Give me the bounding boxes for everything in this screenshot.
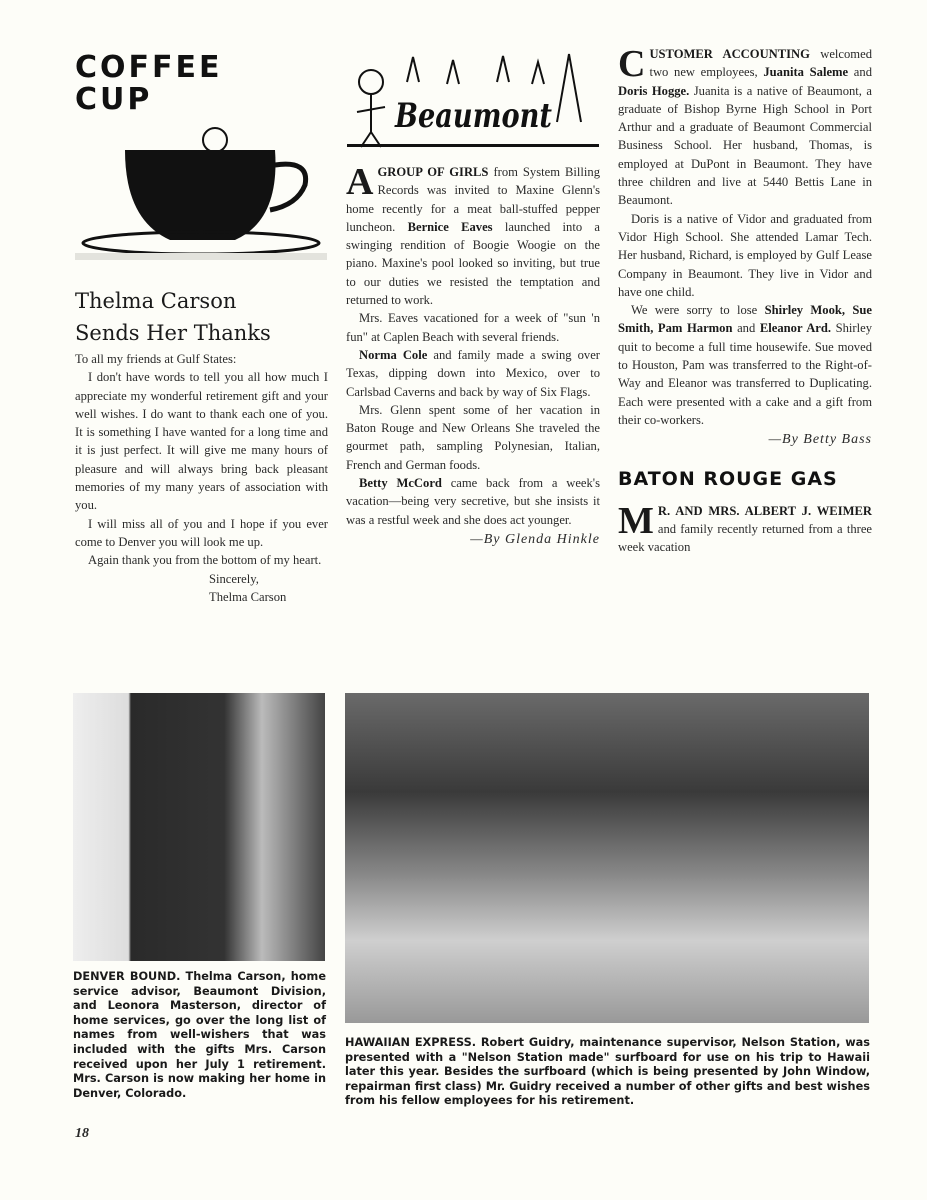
byline: —By Betty Bass <box>768 432 872 448</box>
logo-text-coffee: COFFEE <box>75 50 223 85</box>
bold-name-text: Eleanor Ard. <box>759 321 832 336</box>
body-text: Doris is a native of Vidor and graduated from Vidor High School. She attended Lamar Tech. Her husband, Richard, is employed by Gulf Lease Company in Beaumont. They live in Vidor and have one child. <box>618 211 872 299</box>
bold-name-text: Betty McCord <box>359 476 442 491</box>
paragraph <box>346 474 600 529</box>
body-text: welcomed two new employees, <box>649 47 872 80</box>
drop-cap: M <box>618 499 654 542</box>
bold-name-text: Juanita Saleme <box>763 65 849 80</box>
bold-name-text: R. AND MRS. ALBERT J. WEIMER <box>657 503 872 518</box>
paragraph <box>346 163 600 309</box>
body-text: and <box>732 321 760 336</box>
paragraph <box>75 368 328 514</box>
paragraph <box>618 301 872 429</box>
byline: —By Glenda Hinkle <box>470 531 600 547</box>
body-text: We were sorry to lose <box>631 303 765 318</box>
paragraph <box>346 309 600 346</box>
paragraph <box>346 401 600 474</box>
body-text: launched into a swinging rendition of Boogie Woogie on the piano. Maxine's pool looked so inviting, but true to our duties we resisted the temptation and returned to work. <box>346 219 600 308</box>
paragraph <box>618 210 872 301</box>
logo-text-cup: CUP <box>75 82 153 117</box>
signature: Thelma Carson <box>209 589 287 604</box>
body-text: I don't have words to tell you all how much I appreciate my wonderful retirement gift and your well wishes. I do want to thank each one of you. It is something I have wanted for a long time and it is just perfect. It will give me many hours of pleasure and will always bring back pleasant memories of my many years of association with you. <box>75 370 328 513</box>
salutation: To all my friends at Gulf States: <box>75 352 237 366</box>
page-number: 18 <box>75 1126 89 1141</box>
paragraph <box>618 499 872 557</box>
denver-bound-photo <box>73 693 325 961</box>
body-text: and family made a swing over Texas, dipping down into Mexico, over to Carlsbad Caverns and back by way of Six Flags. <box>346 347 600 399</box>
body-text: Juanita is a native of Beaumont, a graduate of Bishop Byrne High School in Port Arthur and a graduate of Beaumont Commercial Business School. Her husband, Thomas, is employed at DuPont in Beaumont. They have three children and live at 5440 Bettis Lane in Beaumont. <box>618 83 872 208</box>
body-text: and family recently returned from a three week vacation <box>618 522 872 555</box>
customer-accounting-article <box>618 45 872 557</box>
hawaiian-express-photo <box>345 693 869 1023</box>
article-headline-line1: Thelma Carson <box>75 289 237 313</box>
body-text: Again thank you from the bottom of my heart. <box>88 553 322 568</box>
coffee-cup-logo <box>75 52 327 260</box>
closing: Sincerely, <box>209 571 259 586</box>
body-text: Shirley quit to become a full time housewife. Sue moved to Houston, Pam was transferred to the Right-of-Way and Eleanor was transferred to Duplicating. Each were presented with a cake and a gift from their co-workers. <box>618 321 873 427</box>
section-heading-baton-rouge: BATON ROUGE GAS <box>618 467 838 490</box>
bold-name-text: Norma Cole <box>359 347 428 362</box>
body-text: Mrs. Eaves vacationed for a week of "sun 'n fun" at Caplen Beach with several friends. <box>346 311 600 344</box>
body-text: from System Billing Records was invited to Maxine Glenn's home recently for a meat ball-stuffed pepper luncheon. <box>346 165 600 234</box>
bold-name-text: Shirley Mook, Sue Smith, Pam Harmon <box>618 303 872 336</box>
article-headline-line2: Sends Her Thanks <box>75 321 271 345</box>
bold-name-text: Bernice Eaves <box>407 219 493 234</box>
bold-name-text: Doris Hogge. <box>618 83 690 98</box>
paragraph <box>75 551 328 569</box>
paragraph <box>75 515 328 552</box>
drop-cap: A <box>346 161 374 203</box>
drop-cap: C <box>618 43 646 85</box>
denver-bound-caption: DENVER BOUND. Thelma Carson, home service advisor, Beaumont Division, and Leonora Masterson, director of home services, go over the long list of names from well-wishers that was included with the gifts Mrs. Carson received upon her July 1 retirement. Mrs. Carson is now making her home in Denver, Colorado. <box>73 970 326 1100</box>
bold-name-text: USTOMER ACCOUNTING <box>649 47 810 61</box>
bold-name-text: GROUP OF GIRLS <box>377 165 489 179</box>
body-text: Mrs. Glenn spent some of her vacation in Baton Rouge and New Orleans She traveled the gourmet path, sampling Polynesian, Italian, French and German foods. <box>346 402 600 472</box>
body-text: came back from a week's vacation—being very secretive, but she insists it was a restful week and she does act younger. <box>346 476 600 527</box>
body-text: I will miss all of you and I hope if you ever come to Denver you will look me up. <box>75 516 328 549</box>
paragraph <box>618 45 872 210</box>
coffee-cup-icon <box>75 110 327 260</box>
body-text: and <box>848 65 872 80</box>
paragraph <box>346 346 600 401</box>
beaumont-logo <box>347 52 599 150</box>
hawaiian-express-caption: HAWAIIAN EXPRESS. Robert Guidry, maintenance supervisor, Nelson Station, was presented with a "Nelson Station made" surfboard for use on his trip to Hawaii later this year. Besides the surfboard (which is being presented by John Window, repairman first class) Mr. Guidry received a number of other gifts and best wishes from his fellow employees for his retirement. <box>345 1036 870 1108</box>
group-of-girls-article <box>346 163 600 549</box>
thelma-carson-article <box>75 286 328 606</box>
beaumont-logo-text: Beaumont <box>395 96 552 136</box>
